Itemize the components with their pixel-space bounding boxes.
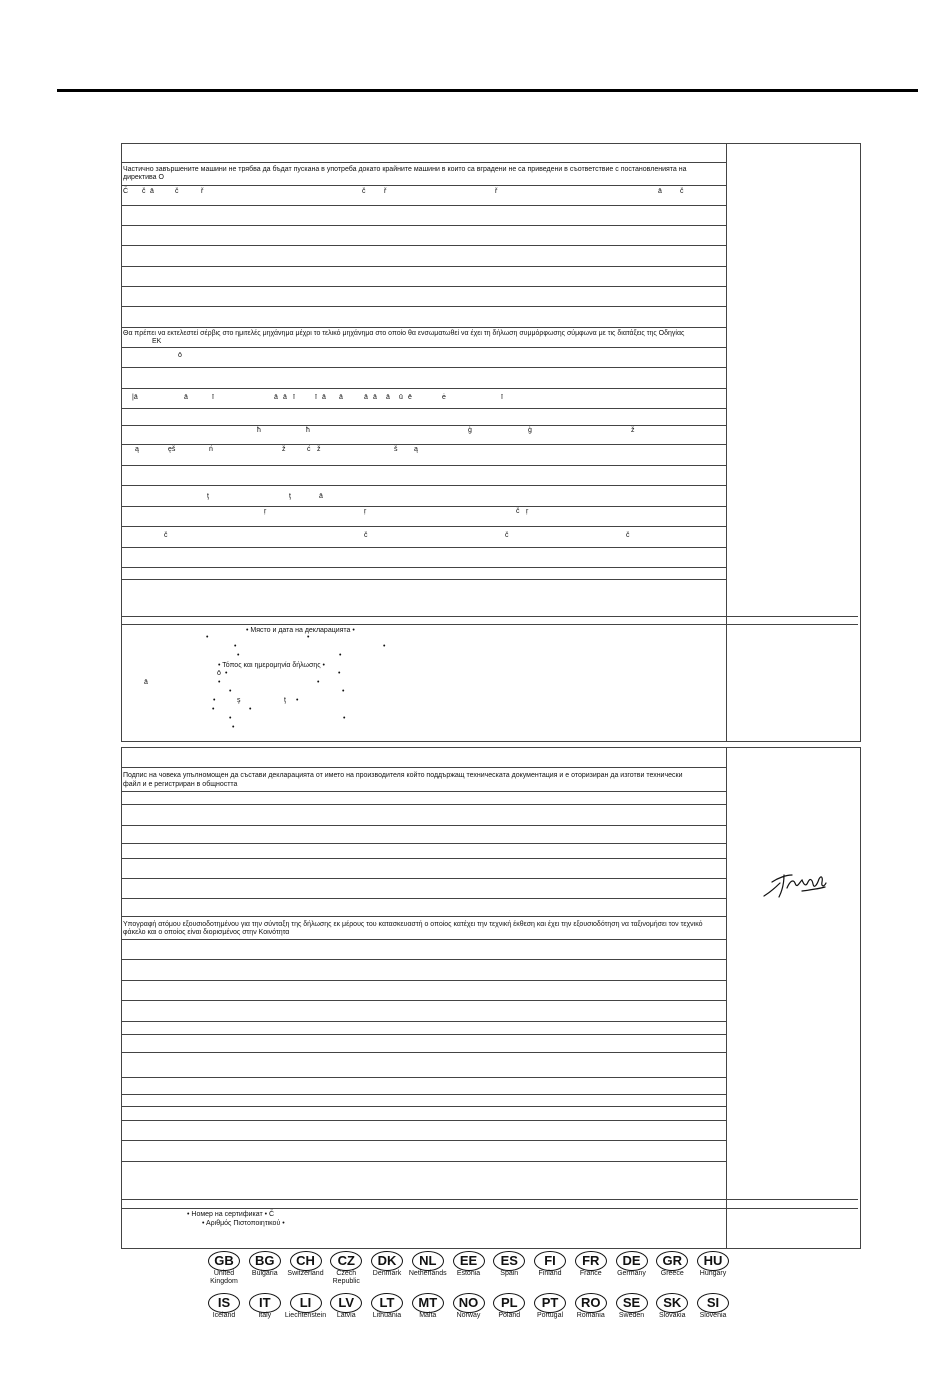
row-mark: ęš — [168, 446, 176, 453]
country-badge-fi: FI — [534, 1251, 566, 1271]
country-name: Malta — [419, 1312, 437, 1319]
country-badge-es: ES — [493, 1251, 525, 1271]
bg-notice-line-2: директива O — [123, 174, 164, 181]
country-badge-li: LI — [290, 1293, 322, 1313]
country-badge-gb: GB — [208, 1251, 240, 1271]
row-mark: ħ — [257, 427, 261, 434]
bullet: • — [249, 706, 252, 713]
row-mark: ħ — [306, 427, 310, 434]
bg-signatory-line-2: файл и е регистриран в общността — [123, 781, 238, 788]
country-name: Estonia — [456, 1270, 481, 1277]
row-mark: ā — [339, 394, 343, 401]
row-mark: č — [142, 188, 146, 195]
country-name: Norway — [456, 1312, 481, 1319]
declaration-box-1 — [121, 143, 861, 742]
country-name: Slovakia — [659, 1312, 686, 1319]
row-mark: ţ — [207, 493, 209, 500]
country-badge-sk: SK — [656, 1293, 688, 1313]
country-badge-gr: GR — [656, 1251, 688, 1271]
row-mark: č — [362, 188, 366, 195]
bullet: • — [237, 652, 240, 659]
country-badge-no: NO — [453, 1293, 485, 1313]
country-name: Hungary — [699, 1270, 727, 1277]
bullet: • — [218, 679, 221, 686]
row-mark: ā — [658, 188, 662, 195]
row-mark: č — [175, 188, 179, 195]
row-mark: ī — [212, 394, 214, 401]
country-badge-dk: DK — [371, 1251, 403, 1271]
country-name: Iceland — [212, 1312, 236, 1319]
bullet: • — [229, 715, 232, 722]
row-mark: ř — [384, 188, 387, 195]
row-mark: ė — [442, 394, 446, 401]
row-mark: ā — [386, 394, 390, 401]
bullet: • — [339, 652, 342, 659]
country-badge-pt: PT — [534, 1293, 566, 1313]
country-badge-ro: RO — [575, 1293, 607, 1313]
country-name: Switzerland — [287, 1270, 324, 1277]
country-badge-it: IT — [249, 1293, 281, 1313]
bullet: • — [343, 715, 346, 722]
country-name: Greece — [660, 1270, 684, 1277]
country-name: Germany — [617, 1270, 646, 1277]
country-name: Lithuania — [372, 1312, 402, 1319]
row-mark: ī — [315, 394, 317, 401]
row-mark: č — [164, 532, 168, 539]
mark: ō — [217, 670, 221, 677]
country-badge-nl: NL — [412, 1251, 444, 1271]
bullet: • — [206, 634, 209, 641]
country-name: Bulgaria — [251, 1270, 278, 1277]
country-badge-pl: PL — [493, 1293, 525, 1313]
row-mark: |ā — [132, 394, 138, 401]
row-mark: č — [364, 532, 368, 539]
gr-notice-line-1: Θα πρέπει να εκτελεστεί σέρβις στο ημιτελές μηχάνημα μέχρι το τελικό μηχάνημα στο οποίο θα ενσωματωθεί να έχει τη δήλωση συμμόρφωσης σύμφωνα με τις διατάξεις της Οδηγίας — [123, 330, 685, 337]
country-name: Finland — [538, 1270, 562, 1277]
row-mark: ŗ — [364, 508, 367, 515]
bullet: • — [213, 697, 216, 704]
country-name: Czech Republic — [332, 1270, 360, 1285]
row-mark: č — [505, 532, 509, 539]
row-mark: ā — [319, 493, 323, 500]
row-mark: ģ — [468, 427, 472, 434]
row-mark: ē — [408, 394, 412, 401]
row-mark: ž — [317, 446, 321, 453]
row-mark: ř — [495, 188, 498, 195]
country-badge-se: SE — [616, 1293, 648, 1313]
mark: ţ — [284, 697, 286, 704]
row-mark: ū — [399, 394, 403, 401]
row-mark: ž — [631, 427, 635, 434]
bg-signatory-line-1: Подпис на човека упълномощен да състави декларацията от името на производителя който поддържащ техническата документация и е оторизиран да изготви технически — [123, 772, 683, 779]
country-badge-de: DE — [616, 1251, 648, 1271]
side-column — [726, 144, 727, 741]
certificate-number-bg: • Номер на сертификат • Č — [187, 1211, 275, 1218]
row-mark: ā — [364, 394, 368, 401]
row-mark: ž — [282, 446, 286, 453]
bullet: • — [232, 724, 235, 731]
row-mark: č — [680, 188, 684, 195]
row-mark: ą — [135, 446, 139, 453]
country-badge-fr: FR — [575, 1251, 607, 1271]
row-mark: ī — [293, 394, 295, 401]
place-date-bg: • Място и дата на декларацията • — [246, 627, 355, 634]
row-mark: Č — [123, 188, 129, 195]
side-column — [726, 748, 727, 1248]
bullet: • — [307, 634, 310, 641]
row-mark: ā — [322, 394, 326, 401]
country-name: Spain — [500, 1270, 519, 1277]
country-badge-mt: MT — [412, 1293, 444, 1313]
row-mark: ā — [274, 394, 278, 401]
country-name: United Kingdom — [210, 1270, 238, 1285]
country-badge-cz: CZ — [330, 1251, 362, 1271]
country-name: Portugal — [536, 1312, 564, 1319]
certificate-number-gr: • Αριθμός Πιστοποιητικού • — [202, 1220, 285, 1227]
country-badge-si: SI — [697, 1293, 729, 1313]
mark: ā — [144, 679, 148, 686]
country-name: Netherlands — [408, 1270, 447, 1277]
row-mark: ŗ — [526, 508, 529, 515]
row-mark: ō — [178, 352, 182, 359]
row-mark: ţ — [289, 493, 291, 500]
row-mark: ā — [373, 394, 377, 401]
country-badge-is: IS — [208, 1293, 240, 1313]
country-badge-lt: LT — [371, 1293, 403, 1313]
country-name: Italy — [258, 1312, 272, 1319]
row-mark: š — [394, 446, 398, 453]
row-mark: ā — [184, 394, 188, 401]
row-mark: ā — [150, 188, 154, 195]
country-name: Liechtenstein — [284, 1312, 327, 1319]
country-name: France — [579, 1270, 602, 1277]
bullet: • — [383, 643, 386, 650]
header-rule — [57, 89, 918, 92]
mark: ş — [237, 697, 241, 704]
country-name: Romania — [576, 1312, 605, 1319]
row-mark: č — [626, 532, 630, 539]
country-badge-lv: LV — [330, 1293, 362, 1313]
row-mark: ń — [209, 446, 213, 453]
row-mark: ć — [307, 446, 311, 453]
row-mark: č — [516, 508, 520, 515]
country-name: Latvia — [336, 1312, 356, 1319]
country-name: Sweden — [618, 1312, 645, 1319]
row-mark: ā — [283, 394, 287, 401]
country-name: Denmark — [372, 1270, 402, 1277]
row-mark: ą — [414, 446, 418, 453]
signature — [762, 863, 832, 903]
bullet: • — [225, 670, 228, 677]
bullet: • — [234, 643, 237, 650]
bullet: • — [342, 688, 345, 695]
country-badge-bg: BG — [249, 1251, 281, 1271]
row-mark: ī — [501, 394, 503, 401]
bg-notice-line-1: Частично завършените машини не трябва да бъдат пускана в употреба докато крайните машини в които са вградени не са приведени в съответствие с постановленията на — [123, 166, 687, 173]
gr-notice-line-2: EK — [152, 338, 162, 345]
place-date-gr: • Τόπος και ημερομηνία δήλωσης • — [218, 662, 325, 669]
country-name: Slovenia — [699, 1312, 727, 1319]
country-badge-hu: HU — [697, 1251, 729, 1271]
bullet: • — [212, 706, 215, 713]
country-name: Poland — [498, 1312, 521, 1319]
row-mark: ŗ — [264, 508, 267, 515]
gr-signatory-line-1: Υπογραφή ατόμου εξουσιοδοτημένου για την σύνταξη της δήλωσης εκ μέρους του κατασκευαστή ο οποίος κατέχει την τεχνική έκθεση και έχει την εξουσιοδότηση να ταξινομήσει τον τεχνικό — [123, 921, 703, 928]
bullet: • — [296, 697, 299, 704]
country-badge-ch: CH — [290, 1251, 322, 1271]
country-badge-ee: EE — [453, 1251, 485, 1271]
declaration-box-2 — [121, 747, 861, 1249]
gr-signatory-line-2: φάκελο και ο οποίος είναι διορισμένος στην Κοινότητα — [123, 929, 290, 936]
row-mark: ģ — [528, 427, 532, 434]
bullet: • — [229, 688, 232, 695]
row-mark: ř — [201, 188, 204, 195]
bullet: • — [338, 670, 341, 677]
bullet: • — [317, 679, 320, 686]
